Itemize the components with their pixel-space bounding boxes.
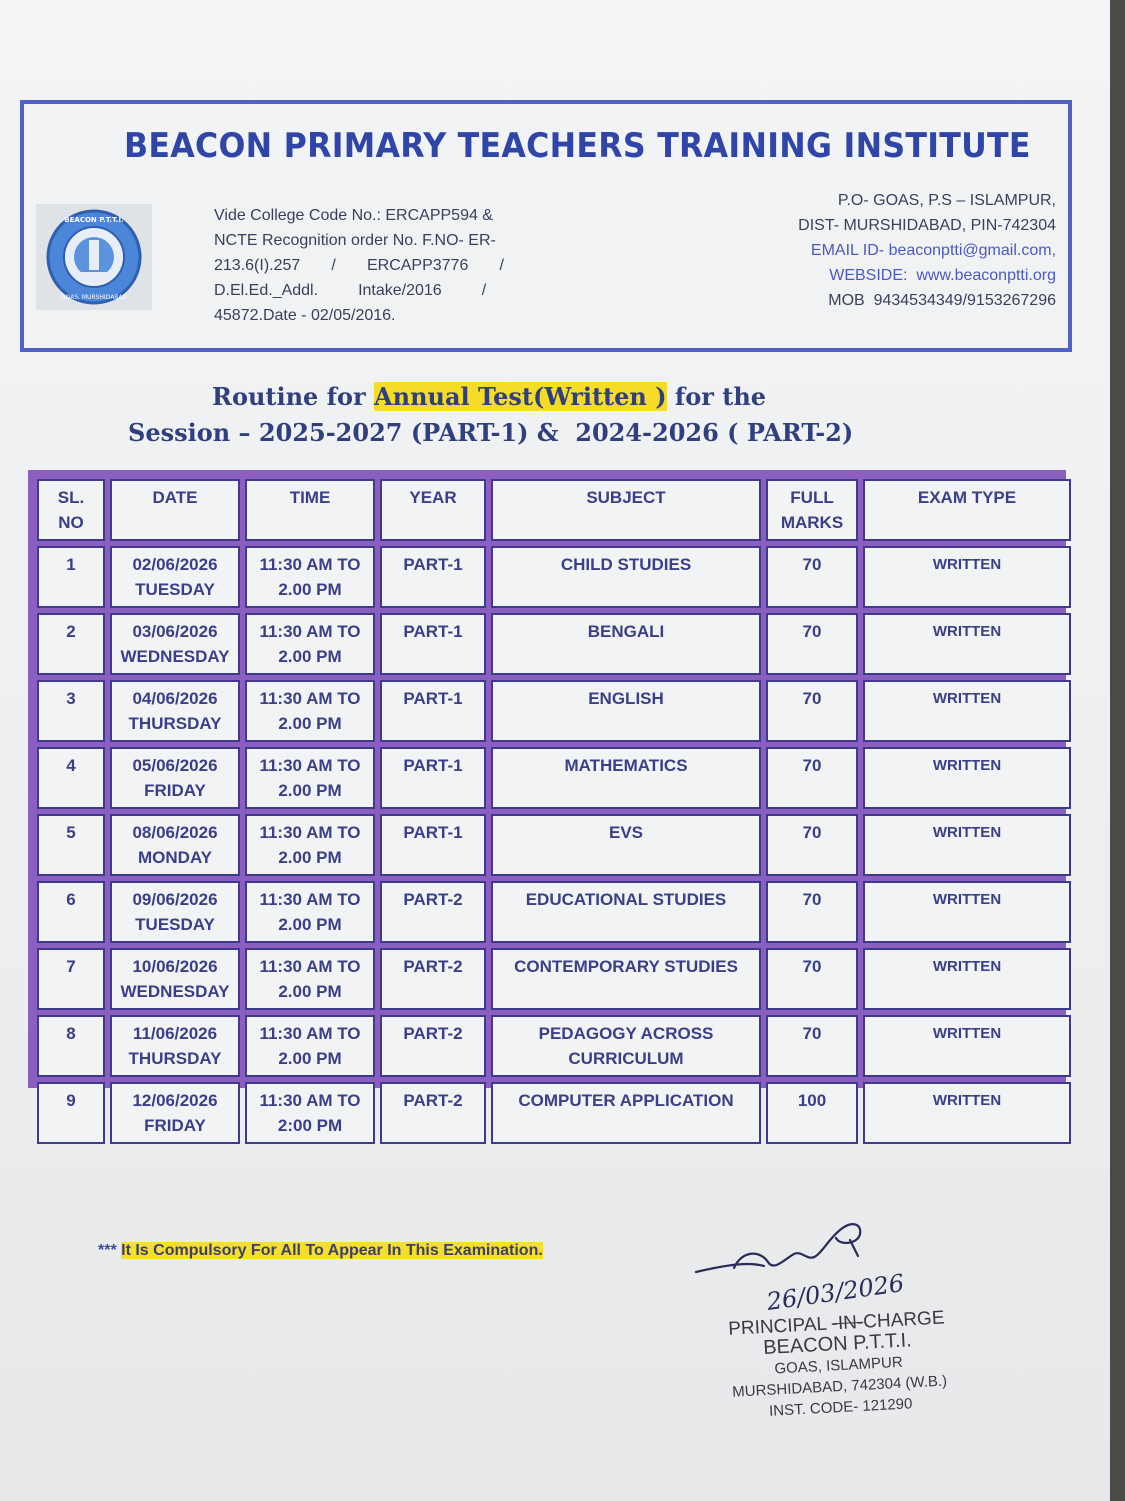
- cell-subject: ENGLISH: [491, 680, 761, 742]
- cell-exam-type: WRITTEN: [863, 814, 1071, 876]
- cell-date: [110, 613, 240, 675]
- header-exam-type: EXAM TYPE: [863, 479, 1071, 541]
- cell-full-marks: 70: [766, 814, 858, 876]
- principal-signature: [690, 1210, 906, 1320]
- cell-time: [245, 814, 375, 876]
- cell-sl: 6: [37, 881, 105, 943]
- contact-details: [798, 188, 1056, 313]
- cell-full-marks: 70: [766, 948, 858, 1010]
- cell-time-end: 2.00 PM: [278, 915, 342, 934]
- title-line-1: [212, 382, 766, 411]
- cell-subject: CHILD STUDIES: [491, 546, 761, 608]
- cell-time-end: 2.00 PM: [278, 580, 342, 599]
- cell-year: PART-1: [380, 747, 486, 809]
- address-line: DIST- MURSHIDABAD, PIN-742304: [798, 217, 1056, 234]
- recognition-line: NCTE Recognition order No. F.NO- ER-: [214, 232, 496, 249]
- cell-year: PART-2: [380, 881, 486, 943]
- cell-date-value: 04/06/2026: [132, 689, 218, 708]
- cell-time-start: 11:30 AM TO: [259, 756, 361, 775]
- cell-full-marks: 70: [766, 1015, 858, 1077]
- cell-time-start: 11:30 AM TO: [259, 823, 361, 842]
- cell-day: WEDNESDAY: [120, 982, 230, 1001]
- cell-date-value: 12/06/2026: [132, 1091, 218, 1110]
- cell-time: [245, 613, 375, 675]
- cell-day: THURSDAY: [128, 1049, 222, 1068]
- cell-date: [110, 881, 240, 943]
- cell-day: TUESDAY: [135, 915, 215, 934]
- cell-subject: PEDAGOGY ACROSS CURRICULUM: [491, 1015, 761, 1077]
- cell-day: WEDNESDAY: [120, 647, 230, 666]
- cell-day: TUESDAY: [135, 580, 215, 599]
- title-prefix: Routine for: [212, 382, 375, 411]
- website-line: WEBSIDE: www.beaconptti.org: [829, 267, 1056, 284]
- cell-time-start: 11:30 AM TO: [259, 555, 361, 574]
- header-sl: SL. NO: [37, 479, 105, 541]
- cell-date-value: 10/06/2026: [132, 957, 218, 976]
- svg-text:26/03/2026: 26/03/2026: [764, 1268, 906, 1316]
- cell-date: [110, 1015, 240, 1077]
- cell-time-end: 2.00 PM: [278, 982, 342, 1001]
- routine-table-frame: [28, 470, 1066, 1135]
- cell-time: [245, 948, 375, 1010]
- cell-subject: COMPUTER APPLICATION: [491, 1082, 761, 1144]
- cell-year: PART-1: [380, 814, 486, 876]
- cell-time-start: 11:30 AM TO: [259, 1091, 361, 1110]
- cell-sl: 5: [37, 814, 105, 876]
- cell-exam-type: WRITTEN: [863, 1015, 1071, 1077]
- svg-text:BEACON P.T.T.I.: BEACON P.T.T.I.: [64, 216, 124, 224]
- cell-sl: 1: [37, 546, 105, 608]
- cell-time-start: 11:30 AM TO: [259, 622, 361, 641]
- cell-date-value: 09/06/2026: [132, 890, 218, 909]
- cell-date: [110, 546, 240, 608]
- cell-date-value: 05/06/2026: [132, 756, 218, 775]
- cell-full-marks: 70: [766, 680, 858, 742]
- cell-time-start: 11:30 AM TO: [259, 890, 361, 909]
- table-row: [37, 948, 1071, 1010]
- recognition-line: Vide College Code No.: ERCAPP594 &: [214, 207, 493, 224]
- cell-time-end: 2.00 PM: [278, 714, 342, 733]
- cell-time-end: 2.00 PM: [278, 848, 342, 867]
- cell-time: [245, 747, 375, 809]
- cell-exam-type: WRITTEN: [863, 948, 1071, 1010]
- cell-date-value: 02/06/2026: [132, 555, 218, 574]
- recognition-line: 45872.Date - 02/05/2016.: [214, 307, 396, 324]
- cell-sl: 4: [37, 747, 105, 809]
- cell-full-marks: 70: [766, 747, 858, 809]
- svg-text:GOAS, MURSHIDABAD: GOAS, MURSHIDABAD: [60, 294, 128, 301]
- cell-sl: 2: [37, 613, 105, 675]
- beacon-seal-icon: [36, 204, 152, 310]
- paper-edge-shadow: [1110, 0, 1125, 1501]
- compulsory-note: [98, 1242, 543, 1260]
- cell-full-marks: 70: [766, 881, 858, 943]
- cell-time: [245, 1082, 375, 1144]
- address-line: P.O- GOAS, P.S – ISLAMPUR,: [837, 192, 1056, 209]
- cell-year: PART-2: [380, 948, 486, 1010]
- stamp-line-5: INST. CODE- 121290: [768, 1395, 913, 1420]
- cell-year: PART-2: [380, 1015, 486, 1077]
- cell-exam-type: WRITTEN: [863, 881, 1071, 943]
- stamp-line-1: PRINCIPAL -IN-CHARGE: [727, 1307, 945, 1340]
- stamp-line-4: MURSHIDABAD, 742304 (W.B.): [731, 1372, 948, 1401]
- recognition-details: [214, 203, 524, 328]
- institute-logo: [36, 204, 152, 310]
- table-header-row: [37, 479, 1071, 541]
- cell-time: [245, 881, 375, 943]
- cell-date-value: 03/06/2026: [132, 622, 218, 641]
- note-text: It Is Compulsory For All To Appear In This Examination.: [121, 1242, 543, 1259]
- cell-day: FRIDAY: [144, 1116, 206, 1135]
- principal-stamp: [706, 1306, 971, 1424]
- cell-full-marks: 70: [766, 546, 858, 608]
- cell-year: PART-1: [380, 546, 486, 608]
- table-row: [37, 1015, 1071, 1077]
- handwritten-signature-icon: [690, 1210, 906, 1320]
- cell-time-end: 2.00 PM: [278, 647, 342, 666]
- cell-year: PART-2: [380, 1082, 486, 1144]
- cell-time: [245, 546, 375, 608]
- table-row: [37, 546, 1071, 608]
- header-year: YEAR: [380, 479, 486, 541]
- email-line: EMAIL ID- beaconptti@gmail.com,: [810, 242, 1056, 259]
- stamp-line-2: BEACON P.T.T.I.: [762, 1329, 913, 1360]
- table-row: [37, 747, 1071, 809]
- cell-subject: MATHEMATICS: [491, 747, 761, 809]
- routine-table: [32, 474, 1076, 1149]
- recognition-line: D.El.Ed._Addl. Intake/2016 /: [214, 282, 487, 299]
- cell-time-end: 2.00 PM: [278, 781, 342, 800]
- institute-name: BEACON PRIMARY TEACHERS TRAINING INSTITUTE: [124, 126, 1031, 166]
- header-full-marks: FULL MARKS: [766, 479, 858, 541]
- cell-exam-type: WRITTEN: [863, 546, 1071, 608]
- cell-date: [110, 814, 240, 876]
- cell-day: THURSDAY: [128, 714, 222, 733]
- cell-time-start: 11:30 AM TO: [259, 1024, 361, 1043]
- cell-subject: CONTEMPORARY STUDIES: [491, 948, 761, 1010]
- title-line-2: Session – 2025-2027 (PART-1) & 2024-2026 ( PART-2): [128, 418, 854, 447]
- table-row: [37, 1082, 1071, 1144]
- table-row: [37, 680, 1071, 742]
- table-row: [37, 814, 1071, 876]
- header-time: TIME: [245, 479, 375, 541]
- cell-exam-type: WRITTEN: [863, 613, 1071, 675]
- cell-date: [110, 1082, 240, 1144]
- cell-exam-type: WRITTEN: [863, 747, 1071, 809]
- cell-date: [110, 747, 240, 809]
- cell-sl: 3: [37, 680, 105, 742]
- cell-sl: 8: [37, 1015, 105, 1077]
- cell-full-marks: 100: [766, 1082, 858, 1144]
- cell-year: PART-1: [380, 680, 486, 742]
- stamp-line-3: GOAS, ISLAMPUR: [774, 1353, 904, 1378]
- note-stars: ***: [98, 1242, 122, 1259]
- mobile-line: MOB 9434534349/9153267296: [828, 292, 1056, 309]
- cell-subject: EVS: [491, 814, 761, 876]
- cell-time-end: 2.00 PM: [278, 1049, 342, 1068]
- cell-time: [245, 1015, 375, 1077]
- cell-date-value: 11/06/2026: [132, 1024, 218, 1043]
- letterhead: [20, 100, 1072, 352]
- cell-date: [110, 948, 240, 1010]
- cell-exam-type: WRITTEN: [863, 1082, 1071, 1144]
- table-row: [37, 613, 1071, 675]
- cell-sl: 7: [37, 948, 105, 1010]
- cell-time-start: 11:30 AM TO: [259, 957, 361, 976]
- cell-exam-type: WRITTEN: [863, 680, 1071, 742]
- title-suffix: for the: [666, 382, 767, 411]
- cell-day: FRIDAY: [144, 781, 206, 800]
- cell-sl: 9: [37, 1082, 105, 1144]
- cell-subject: EDUCATIONAL STUDIES: [491, 881, 761, 943]
- header-subject: SUBJECT: [491, 479, 761, 541]
- header-date: DATE: [110, 479, 240, 541]
- cell-time-start: 11:30 AM TO: [259, 689, 361, 708]
- cell-subject: BENGALI: [491, 613, 761, 675]
- cell-year: PART-1: [380, 613, 486, 675]
- cell-time-end: 2:00 PM: [277, 1116, 343, 1135]
- cell-full-marks: 70: [766, 613, 858, 675]
- cell-date: [110, 680, 240, 742]
- title-highlight: Annual Test(Written ): [374, 382, 667, 411]
- cell-day: MONDAY: [138, 848, 212, 867]
- cell-time: [245, 680, 375, 742]
- cell-date-value: 08/06/2026: [132, 823, 218, 842]
- recognition-line: 213.6(I).257 / ERCAPP3776 /: [214, 257, 504, 274]
- table-row: [37, 881, 1071, 943]
